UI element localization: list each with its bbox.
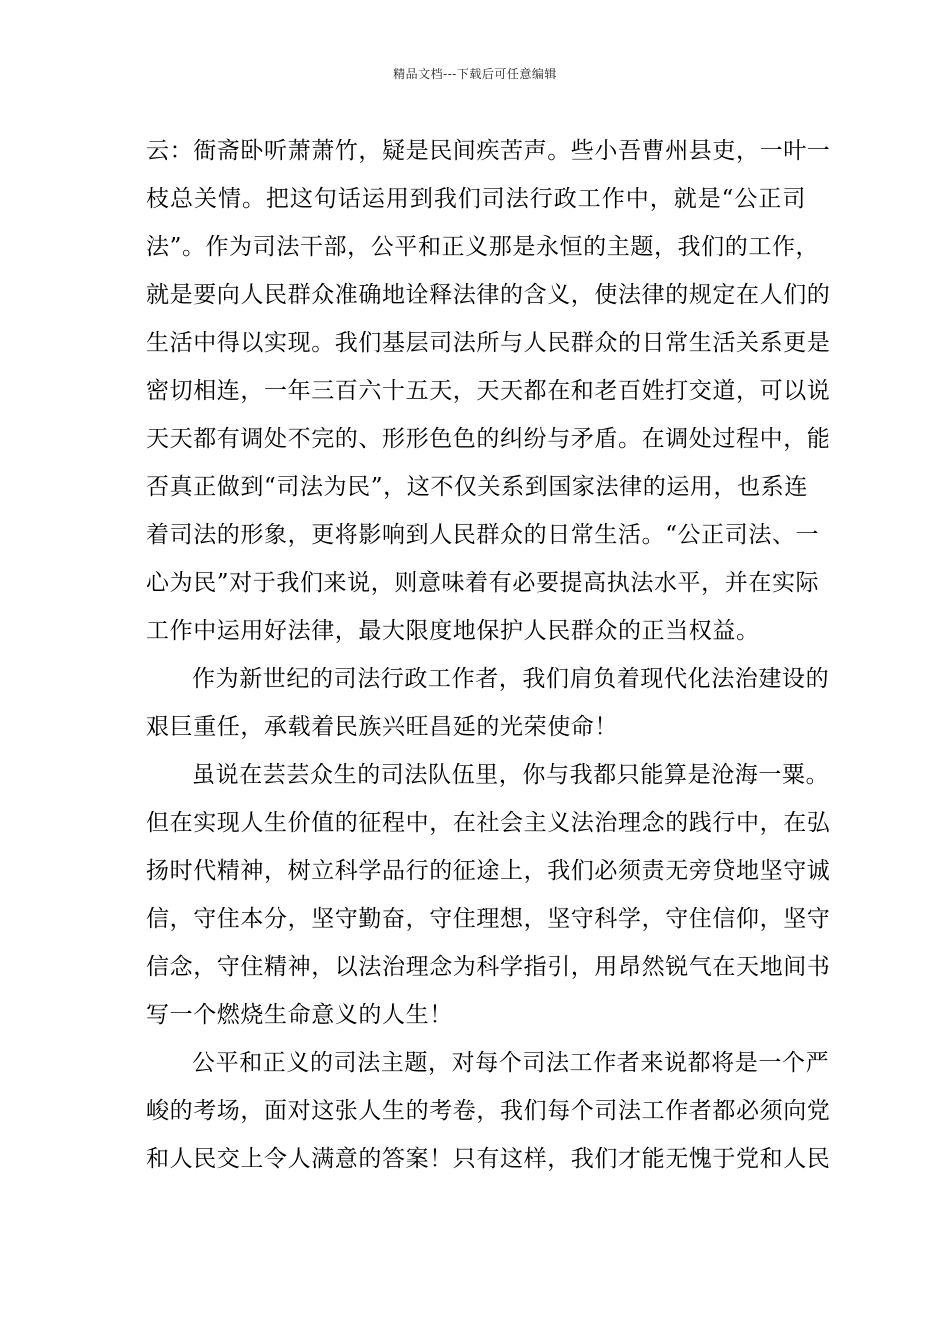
page-header: 精品文档---下载后可任意编辑 <box>393 67 557 81</box>
text-line: 着司法的形象，更将影响到人民群众的日常生活。“公正司法、一 <box>146 522 820 548</box>
paragraph <box>146 655 830 751</box>
text-line: 密切相连，一年三百六十五天，天天都在和老百姓打交道，可以说 <box>146 378 831 404</box>
document-body <box>146 127 831 1183</box>
text-line: 虽说在芸芸众生的司法队伍里，你与我都只能算是沧海一粟。 <box>192 762 830 788</box>
text-line: 法”。作为司法干部，公平和正义那是永恒的主题，我们的工作， <box>146 234 820 260</box>
text-line: 就是要向人民群众准确地诠释法律的含义，使法律的规定在人们的 <box>146 282 831 308</box>
text-line: 心为民”对于我们来说，则意味着有必要提高执法水平，并在实际 <box>146 570 820 596</box>
text-line: 写一个燃烧生命意义的人生！ <box>146 1002 453 1028</box>
text-line: 但在实现人生价值的征程中，在社会主义法治理念的践行中，在弘 <box>146 810 831 836</box>
text-line: 否真正做到“司法为民”，这不仅关系到国家法律的运用，也系连 <box>146 474 808 500</box>
text-line: 公平和正义的司法主题，对每个司法工作者来说都将是一个严 <box>192 1050 830 1076</box>
text-line: 扬时代精神，树立科学品行的征途上，我们必须责无旁贷地坚守诚 <box>146 858 831 884</box>
text-line: 工作中运用好法律，最大限度地保护人民群众的正当权益。 <box>146 618 760 644</box>
paragraph <box>146 1039 831 1183</box>
text-line: 和人民交上令人满意的答案！只有这样，我们才能无愧于党和人民 <box>146 1146 831 1172</box>
text-line: 天天都有调处不完的、形形色色的纠纷与矛盾。在调处过程中，能 <box>146 426 831 452</box>
text-line: 云：衙斋卧听萧萧竹，疑是民间疾苦声。些小吾曹州县吏，一叶一 <box>146 138 831 164</box>
text-line: 枝总关情。把这句话运用到我们司法行政工作中，就是“公正司 <box>146 186 806 212</box>
text-line: 艰巨重任，承载着民族兴旺昌延的光荣使命！ <box>146 714 618 740</box>
paragraph <box>146 751 831 1039</box>
text-line: 峻的考场，面对这张人生的考卷，我们每个司法工作者都必须向党 <box>146 1098 831 1124</box>
text-line: 信，守住本分，坚守勤奋，守住理想，坚守科学，守住信仰，坚守 <box>146 906 831 932</box>
text-line: 信念，守住精神，以法治理念为科学指引，用昂然锐气在天地间书 <box>146 954 831 980</box>
text-line: 作为新世纪的司法行政工作者，我们肩负着现代化法治建设的 <box>192 666 830 692</box>
paragraph <box>146 127 831 655</box>
text-line: 生活中得以实现。我们基层司法所与人民群众的日常生活关系更是 <box>146 330 831 356</box>
